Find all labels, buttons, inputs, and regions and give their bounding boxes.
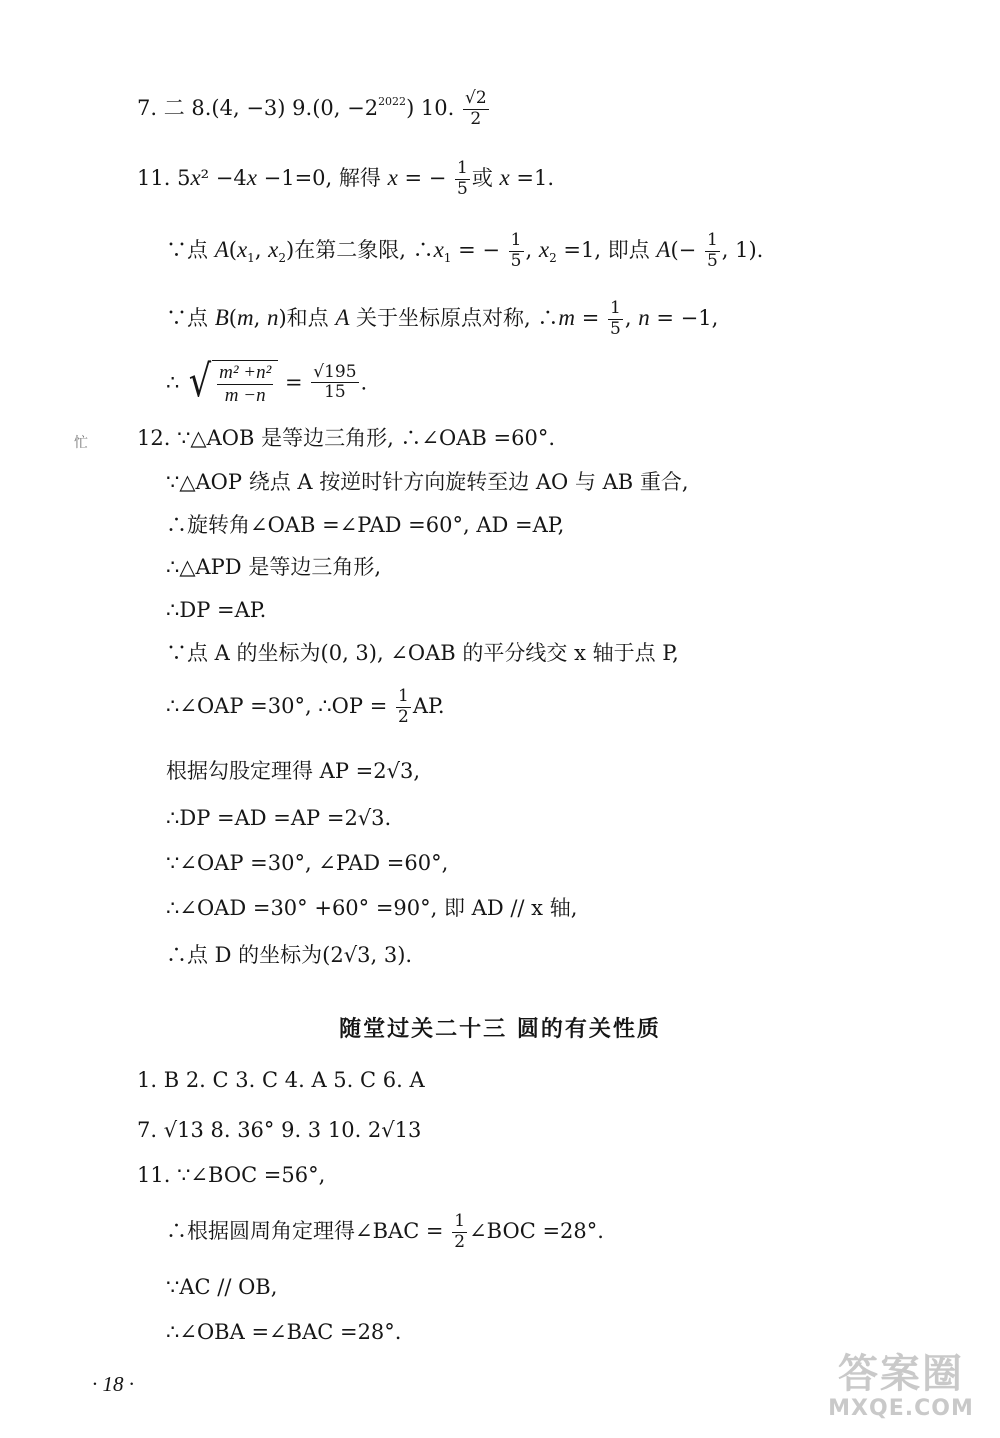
var: n [266,304,279,330]
text: ∠BOC =28°. [469,1218,604,1243]
var: x [246,164,257,190]
text: . [360,370,368,395]
text: ² −4 [200,165,247,190]
text: ( [228,237,237,262]
solution-line: ∵点 A 的坐标为(0, 3), ∠OAB 的平分线交 x 轴于点 P, [166,641,679,665]
subscript: 1 [247,251,255,266]
fraction [311,361,358,403]
text: )在第二象限, ∴ [286,237,434,262]
var: n [638,304,650,330]
answer-line-7-10 [137,90,491,129]
text: 11. 5 [137,165,191,190]
text: , [525,237,539,262]
numerator: 1 [397,686,409,706]
var: B [214,304,229,330]
denominator: 5 [457,178,468,199]
text: (− [670,237,697,262]
solution-line [166,1213,604,1252]
solution-line: ∴DP =AP. [166,598,267,622]
subscript: 2 [278,251,287,266]
text: )和点 [278,305,336,330]
var: A [335,304,350,330]
numerator: √195 [313,361,357,382]
text: −1=0, 解得 [256,165,388,190]
text: ∵点 [166,305,215,330]
denominator: 2 [454,1231,466,1252]
numerator: 1 [457,158,468,178]
text: =1, 即点 [556,237,657,262]
watermark-text: 答案圈 [838,1351,964,1397]
text: = −1, [649,305,719,330]
text: ∵点 [166,237,215,262]
text: , [253,305,267,330]
numerator: 1 [610,298,621,318]
solution-line: ∴点 D 的坐标为(2√3, 3). [166,943,413,967]
page-number: · 18 · [92,1372,134,1396]
text: ) 10. [406,95,455,120]
solution-line: ∴∠OAD =30° +60° =90°, 即 AD // x 轴, [166,896,578,920]
denominator: 5 [610,318,621,339]
text: 或 [471,165,500,190]
var: A [656,236,671,262]
watermark-url: MXQE.COM [828,1396,974,1421]
text: = [278,370,303,395]
text: ∴根据圆周角定理得∠BAC = [166,1218,444,1243]
fraction [455,160,470,199]
solution-line: 根据勾股定理得 AP =2√3, [166,759,421,783]
solution-line [166,688,445,727]
exponent: 2022 [378,94,407,108]
margin-handwriting: 忙 [74,435,88,451]
fraction [608,300,623,339]
text: , 1). [721,237,764,262]
text: 关于坐标原点对称, ∴ [349,305,559,330]
text: ( [228,305,237,330]
text: =1. [509,165,555,190]
var: x [538,236,550,262]
answer-line-sqrt-result [166,356,368,407]
solution-line: ∵△AOP 绕点 A 按逆时针方向旋转至边 AO 与 AB 重合, [166,470,689,494]
text: = − [451,237,500,262]
denominator: 5 [510,250,522,271]
denominator: 15 [324,382,346,403]
numerator: 1 [510,230,522,250]
solution-line: ∴∠OBA =∠BAC =28°. [166,1320,402,1344]
var: x [433,236,444,262]
text: , [254,237,269,262]
var: x [499,164,510,190]
watermark-logo [816,1352,986,1432]
var: x [387,164,398,190]
text: 7. 二 8.(4, −3) 9.(0, −2 [137,95,379,120]
radical-sign: √ [188,356,212,407]
var: x [236,236,248,262]
var: x [190,164,201,190]
numerator: 1 [454,1211,466,1231]
answer-line-7-10: 7. √13 8. 36° 9. 3 10. 2√13 [137,1118,422,1142]
solution-line: ∴DP =AD =AP =2√3. [166,806,392,830]
fraction [217,363,273,406]
numerator: √2 [465,88,487,108]
solution-line: ∴△APD 是等边三角形, [166,555,381,579]
answer-line-12: 12. ∵△AOB 是等边三角形, ∴∠OAB =60°. [137,426,555,450]
var: m [236,304,254,330]
fraction [452,1213,467,1252]
fraction [463,90,489,129]
var: A [214,236,229,262]
square-root [186,356,278,407]
numerator: m² +n² [219,362,272,383]
solution-line: ∵AC // OB, [166,1275,278,1299]
text: , [624,305,639,330]
answer-line-point-b [166,300,718,339]
fraction [509,232,524,271]
text: ∴∠OAP =30°, ∴OP = [166,693,388,718]
denominator: 5 [706,250,718,271]
denominator: 2 [470,108,482,129]
text: = − [397,165,447,190]
denominator: 2 [397,706,409,727]
answer-line-point-a [166,232,763,271]
numerator: 1 [706,230,718,250]
denominator: m −n [224,384,266,406]
text: = [575,305,600,330]
answer-line-11 [137,160,554,199]
text: AP. [412,693,445,718]
text: ∴ [166,370,180,395]
var: x [268,236,279,262]
subscript: 2 [549,251,557,266]
solution-line: ∴旋转角∠OAB =∠PAD =60°, AD =AP, [166,513,565,537]
answer-line-1-6: 1. B 2. C 3. C 4. A 5. C 6. A [137,1068,425,1092]
answer-line-11: 11. ∵∠BOC =56°, [137,1163,326,1187]
var: m [558,304,576,330]
solution-line: ∵∠OAP =30°, ∠PAD =60°, [166,851,449,875]
subscript: 1 [443,251,452,266]
fraction [705,232,720,271]
fraction [396,688,411,727]
section-title: 随堂过关二十三 圆的有关性质 [339,1017,661,1042]
